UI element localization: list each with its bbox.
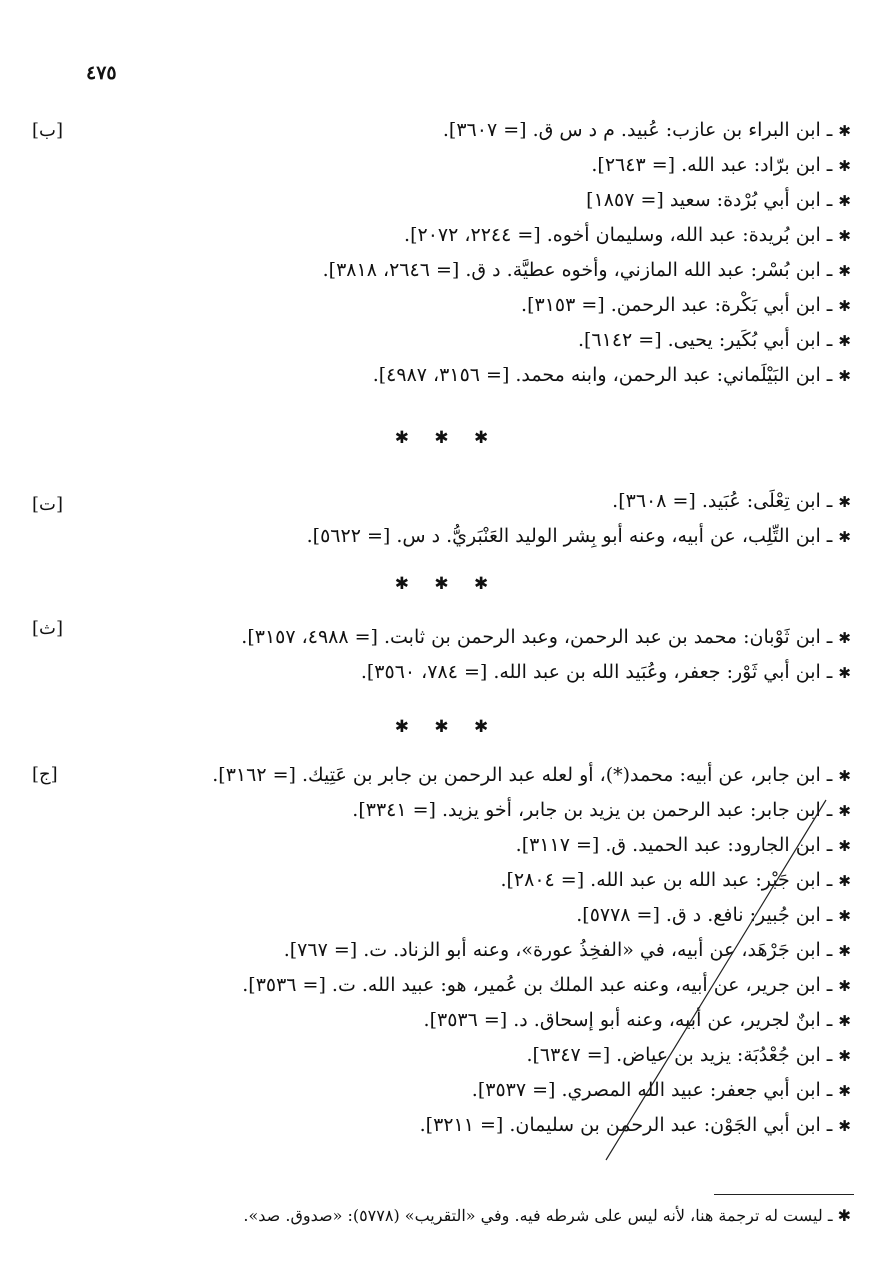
entry-text: ـ ابن أبي بُكَير: يحيى. [= ٦١٤٢]. — [577, 329, 833, 351]
section-letter-ta: [ت] — [32, 494, 63, 515]
entry-text: ـ ابن بُسْر: عبد الله المازني، وأخوه عطيَّة. د ق. [= ٢٦٤٦، ٣٨١٨]. — [322, 259, 833, 281]
bullet-asterisk-icon: ✱ — [838, 192, 851, 210]
bullet-asterisk-icon: ✱ — [838, 493, 851, 511]
entry-text: ـ ابن أبي بَكْرة: عبد الرحمن. [= ٣١٥٣]. — [521, 294, 833, 316]
entry-text: ـ ابن أبي جعفر: عبيد الله المصري. [= ٣٥٣٧]. — [471, 1079, 833, 1101]
bullet-asterisk-icon: ✱ — [838, 367, 851, 385]
section-letter-jim: [ج] — [32, 764, 58, 785]
bullet-asterisk-icon: ✱ — [838, 122, 851, 140]
entry-text: ـ ابن البراء بن عازب: عُبيد. م د س ق. [= ٣٦٠٧]. — [442, 119, 833, 141]
section-separator: ✱ ✱ ✱ — [394, 574, 499, 594]
bullet-asterisk-icon: ✱ — [838, 629, 851, 647]
page-number: ٤٧٥ — [86, 62, 117, 84]
pen-stroke-line — [606, 800, 826, 1160]
section-separator: ✱ ✱ ✱ — [394, 717, 499, 737]
entry-text: ـ ابن البَيْلَماني: عبد الرحمن، وابنه محمد. [= ٣١٥٦، ٤٩٨٧]. — [372, 364, 833, 386]
entry-text: ـ ابن جابر: عبد الرحمن بن يزيد بن جابر، أخو يزيد. [= ٣٣٤١]. — [352, 799, 833, 821]
bullet-asterisk-icon: ✱ — [838, 977, 851, 995]
entry-text: ـ ابن جَبْر: عبد الله بن عبد الله. [= ٢٨٠٤]. — [500, 869, 833, 891]
entry-text: ـ ابن تِعْلَى: عُبَيد. [= ٣٦٠٨]. — [612, 490, 833, 512]
entry-text: ـ ابن أبي ثَوْر: جعفر، وعُبَيد الله بن عبد الله. [= ٧٨٤، ٣٥٦٠]. — [360, 661, 833, 683]
entry-text: ـ ابنٌ لجرير، عن أبيه، وعنه أبو إسحاق. د. [= ٣٥٣٦]. — [423, 1009, 833, 1031]
entry-text: ـ ابن جابر، عن أبيه: محمد(*)، أو لعله عبد الرحمن بن جابر بن عَتِيك. [= ٣١٦٢]. — [212, 764, 833, 786]
entry-text: ـ ابن جُعْدُبَة: يزيد بن عياض. [= ٦٣٤٧]. — [526, 1044, 833, 1066]
entry-text: ـ ابن جرير، عن أبيه، وعنه عبد الملك بن عُمير، هو: عبيد الله. ت. [= ٣٥٣٦]. — [242, 974, 833, 996]
entry-text: ـ ابن الجارود: عبد الحميد. ق. [= ٣١١٧]. — [515, 834, 833, 856]
entry-text: ـ ابن أبي بُرْدة: سعيد [= ١٨٥٧] — [586, 189, 833, 211]
bullet-asterisk-icon: ✱ — [838, 872, 851, 890]
bullet-asterisk-icon: ✱ — [838, 907, 851, 925]
bullet-asterisk-icon: ✱ — [838, 1117, 851, 1135]
bullet-asterisk-icon: ✱ — [838, 802, 851, 820]
bullet-asterisk-icon: ✱ — [838, 837, 851, 855]
bullet-asterisk-icon: ✱ — [838, 157, 851, 175]
entry-text: ـ ابن برّاد: عبد الله. [= ٢٦٤٣]. — [591, 154, 833, 176]
bullet-asterisk-icon: ✱ — [838, 1012, 851, 1030]
entry-text: ـ ابن التِّلِب، عن أبيه، وعنه أبو بِشر الوليد العَنْبَريُّ. د س. [= ٥٦٢٢]. — [306, 525, 833, 547]
entry-text: ـ ابن جُبير: نافع. د ق. [= ٥٧٧٨]. — [576, 904, 833, 926]
entry-text: ـ ابن جَرْهَد، عن أبيه، في «الفخِذُ عورة»، وعنه أبو الزناد. ت. [= ٧٦٧]. — [283, 939, 833, 961]
footnote: ✱ ـ ليست له ترجمة هنا، لأنه ليس على شرطه فيه. وفي «التقريب» (٥٧٧٨): «صدوق. صد». — [243, 1206, 851, 1225]
entry-text: ـ ابن بُريدة: عبد الله، وسليمان أخوه. [= ٢٢٤٤، ٢٠٧٢]. — [404, 224, 833, 246]
section-letter-tha: [ث] — [32, 618, 63, 639]
entry-text: ـ ابن ثَوْبان: محمد بن عبد الرحمن، وعبد الرحمن بن ثابت. [= ٤٩٨٨، ٣١٥٧]. — [241, 626, 833, 648]
section-letter-ba: [ب] — [32, 120, 63, 141]
bullet-asterisk-icon: ✱ — [838, 297, 851, 315]
bullet-asterisk-icon: ✱ — [838, 332, 851, 350]
bullet-asterisk-icon: ✱ — [838, 227, 851, 245]
bullet-asterisk-icon: ✱ — [838, 664, 851, 682]
bullet-asterisk-icon: ✱ — [838, 1047, 851, 1065]
bullet-asterisk-icon: ✱ — [838, 767, 851, 785]
section-separator: ✱ ✱ ✱ — [394, 428, 499, 448]
entry-text: ـ ابن أبي الجَوْن: عبد الرحمن بن سليمان. [= ٣٢١١]. — [419, 1114, 833, 1136]
bullet-asterisk-icon: ✱ — [838, 942, 851, 960]
bullet-asterisk-icon: ✱ — [838, 528, 851, 546]
bullet-asterisk-icon: ✱ — [838, 1082, 851, 1100]
bullet-asterisk-icon: ✱ — [838, 262, 851, 280]
footnote-divider — [714, 1194, 854, 1195]
